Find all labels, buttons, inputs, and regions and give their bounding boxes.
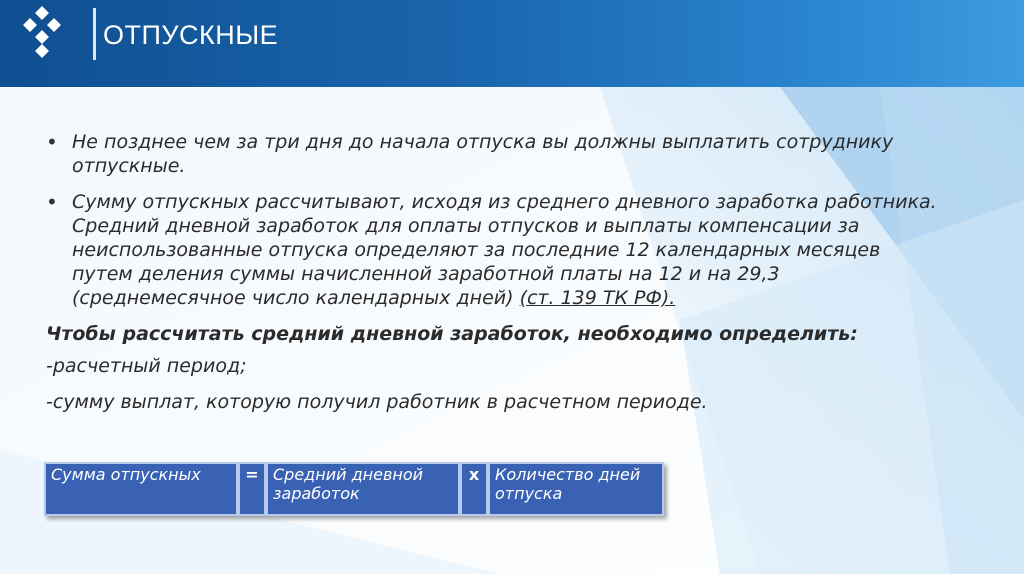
formula-vacation-days: Количество дней отпуска xyxy=(488,462,664,516)
bullet-text: Сумму отпускных рассчитывают, исходя из среднего дневного заработка работника. Средний дневной заработок для оплаты отпусков и выплаты компенсации за неиспользованные отпуска определяют за последние 12 календарных месяцев путем деления суммы начисленной заработной платы на 12 и на 29,3 (среднемесячное число календарных дней) xyxy=(72,191,937,309)
lead-text: Чтобы рассчитать средний дневной заработок, необходимо определить: xyxy=(46,323,858,345)
header-divider xyxy=(93,8,96,60)
formula-multiply: х xyxy=(460,462,488,516)
slide-content xyxy=(46,130,946,426)
bullet-item xyxy=(46,130,946,178)
bullet-dot-icon: • xyxy=(46,190,58,214)
list-item: -расчетный период; xyxy=(46,355,247,377)
bullet-text: Не позднее чем за три дня до начала отпуска вы должны выплатить сотруднику отпускные. xyxy=(72,131,894,177)
formula-table xyxy=(44,462,664,516)
header-bar xyxy=(0,0,1024,87)
formula-daily-earnings: Средний дневной заработок xyxy=(266,462,460,516)
formula-equals: = xyxy=(238,462,266,516)
bullet-item xyxy=(46,190,946,310)
law-reference: (ст. 139 ТК РФ). xyxy=(519,287,676,309)
logo-diamonds-icon xyxy=(13,4,71,62)
formula-vacation-pay: Сумма отпускных xyxy=(44,462,238,516)
list-item: -сумму выплат, которую получил работник в расчетном периоде. xyxy=(46,391,708,413)
formula-row xyxy=(44,462,664,516)
bullet-list xyxy=(46,130,946,310)
bullet-dot-icon: • xyxy=(46,130,58,154)
page-title: ОТПУСКНЫЕ xyxy=(103,20,279,50)
